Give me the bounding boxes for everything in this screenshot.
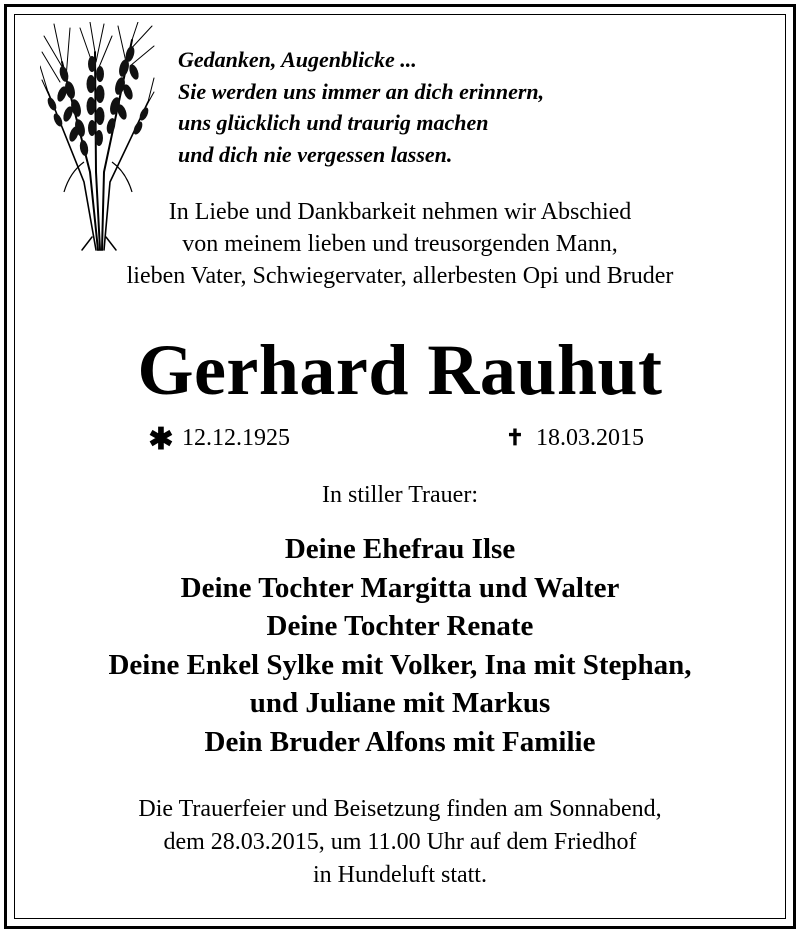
- farewell-intro: [0, 196, 800, 292]
- mourners-list: [0, 530, 800, 761]
- poem: [178, 44, 544, 170]
- ceremony-line: dem 28.03.2015, um 11.00 Uhr auf dem Friedhof: [163, 829, 637, 855]
- birth-star-icon: ✱: [148, 423, 174, 456]
- ceremony-line: in Hundeluft statt.: [313, 862, 487, 888]
- poem-line: Gedanken, Augenblicke ...: [178, 47, 417, 72]
- ceremony-line: Die Trauerfeier und Beisetzung finden am Sonnabend,: [138, 796, 662, 822]
- mourner-line: Deine Enkel Sylke mit Volker, Ina mit Stephan,: [108, 648, 692, 681]
- mourner-line: Deine Ehefrau Ilse: [284, 533, 516, 565]
- intro-line: lieben Vater, Schwiegervater, allerbesten Opi und Bruder: [126, 263, 674, 289]
- mourner-line: Deine Tochter Renate: [266, 610, 534, 642]
- death-date-block: [500, 423, 644, 453]
- ceremony-info: [0, 793, 800, 892]
- birth-date-block: [146, 423, 290, 455]
- deceased-name: Gerhard Rauhut: [137, 330, 663, 410]
- intro-line: von meinem lieben und treusorgenden Mann,: [182, 231, 618, 257]
- poem-line: Sie werden uns immer an dich erinnern,: [178, 78, 545, 104]
- mourning-heading: In stiller Trauer:: [322, 482, 478, 508]
- poem-line: und dich nie vergessen lassen.: [178, 141, 453, 167]
- mourner-line: Dein Bruder Alfons mit Familie: [204, 725, 596, 758]
- death-cross-icon: ✝: [505, 425, 525, 450]
- death-date: 18.03.2015: [536, 425, 644, 451]
- birth-date: 12.12.1925: [182, 425, 290, 451]
- mourner-line: und Juliane mit Markus: [249, 687, 551, 719]
- mourner-line: Deine Tochter Margitta und Walter: [180, 571, 620, 604]
- poem-line: uns glücklich und traurig machen: [178, 110, 489, 135]
- intro-line: In Liebe und Dankbarkeit nehmen wir Abschied: [168, 199, 632, 225]
